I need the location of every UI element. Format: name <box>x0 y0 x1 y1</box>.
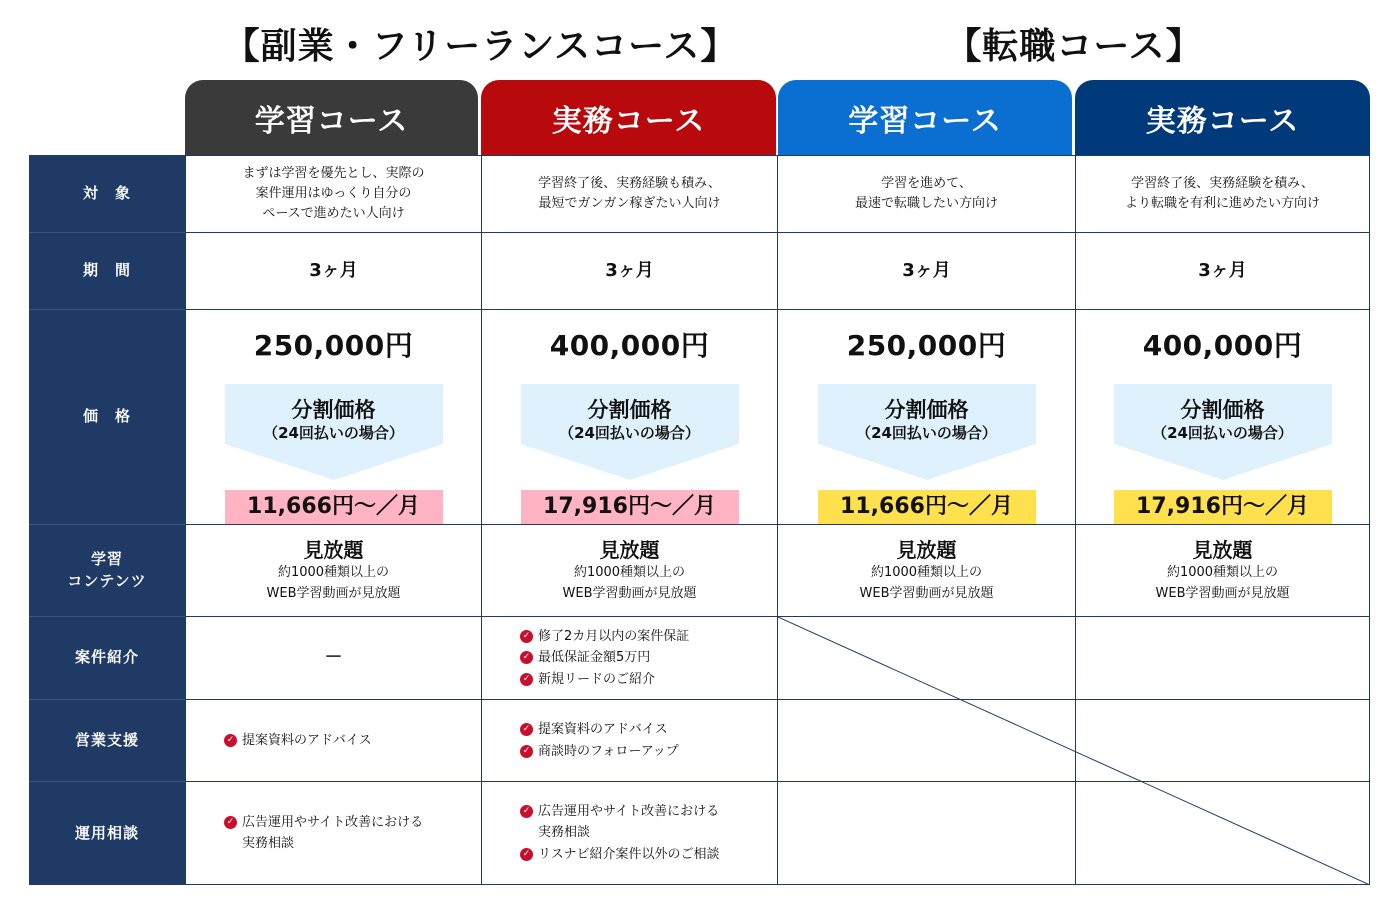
row-label-target: 対 象 <box>29 155 185 232</box>
operation-cell-1 <box>185 781 481 885</box>
course-tab-1: 学習コース <box>185 80 478 156</box>
check-circle-icon: ✓ <box>224 734 237 747</box>
contents-desc: 約1000種類以上の <box>277 564 390 580</box>
list-item: ✓ リスナビ紹介案件以外のご相談 <box>520 844 719 865</box>
not-available-dash: － <box>324 647 343 669</box>
target-text: 最短でガンガン稼ぎたい人向け <box>538 196 721 211</box>
sales-cell-2 <box>481 699 777 781</box>
period-value: 3ヶ月 <box>1198 260 1247 282</box>
split-price-title: 分割価格 <box>1180 398 1265 422</box>
referral-cell-1 <box>185 616 481 699</box>
split-price-note: （24回払いの場合） <box>856 424 997 442</box>
split-price-note: （24回払いの場合） <box>1152 424 1293 442</box>
course-tab-3: 学習コース <box>778 80 1072 156</box>
contents-desc: WEB学習動画が見放題 <box>859 585 994 601</box>
period-value: 3ヶ月 <box>309 260 358 282</box>
price-amount: 250,000円 <box>253 329 414 362</box>
price-cell-2 <box>481 309 777 524</box>
split-price-note: （24回払いの場合） <box>263 424 404 442</box>
list-item: ✓ 提案資料のアドバイス <box>520 719 668 740</box>
list-item: ✓ 修了2カ月以内の案件保証 <box>520 626 689 647</box>
sales-cell-3 <box>777 699 1075 781</box>
course-tab-4: 実務コース <box>1075 80 1370 156</box>
price-amount: 400,000円 <box>549 329 710 362</box>
contents-cell-1 <box>185 524 481 616</box>
operation-cell-3 <box>777 781 1075 885</box>
check-circle-icon: ✓ <box>520 848 533 861</box>
contents-cell-4 <box>1075 524 1370 616</box>
split-price-title: 分割価格 <box>884 398 969 422</box>
contents-desc: 約1000種類以上の <box>870 564 983 580</box>
row-label-period: 期 間 <box>29 232 185 309</box>
check-circle-icon: ✓ <box>520 673 533 686</box>
split-price-callout <box>225 384 443 476</box>
target-text: まずは学習を優先とし、実際の <box>242 165 425 181</box>
target-text: 案件運用はゆっくり自分の <box>255 185 412 201</box>
split-price-note: （24回払いの場合） <box>559 424 700 442</box>
price-cell-4 <box>1075 309 1370 524</box>
contents-title: 見放題 <box>303 537 364 562</box>
period-cell-2 <box>481 232 777 309</box>
referral-cell-3 <box>777 616 1075 699</box>
period-value: 3ヶ月 <box>902 260 951 282</box>
row-label-referral: 案件紹介 <box>29 616 185 699</box>
target-text: 学習終了後、実務経験も積み、 <box>538 175 721 191</box>
period-cell-3 <box>777 232 1075 309</box>
split-price-callout <box>1114 384 1332 476</box>
group-title-fukugyo: 【副業・フリーランスコース】 <box>223 26 738 67</box>
contents-title: 見放題 <box>599 537 660 562</box>
target-text: 学習終了後、実務経験を積み、 <box>1131 175 1314 191</box>
operation-cell-2 <box>481 781 777 885</box>
split-price-title: 分割価格 <box>587 398 672 422</box>
list-item: ✓ 広告運用やサイト改善における 実務相談 <box>520 801 719 844</box>
contents-cell-3 <box>777 524 1075 616</box>
contents-title: 見放題 <box>1192 537 1253 562</box>
contents-title: 見放題 <box>896 537 957 562</box>
monthly-price: 17,916円〜／月 <box>521 490 739 524</box>
monthly-price: 11,666円〜／月 <box>225 490 443 524</box>
check-circle-icon: ✓ <box>520 745 533 758</box>
monthly-price: 17,916円〜／月 <box>1114 490 1332 524</box>
price-amount: 400,000円 <box>1142 329 1303 362</box>
course-tab-2: 実務コース <box>481 80 776 156</box>
row-label-contents <box>29 524 185 616</box>
operation-cell-4 <box>1075 781 1370 885</box>
target-cell-4 <box>1075 155 1370 232</box>
check-circle-icon: ✓ <box>520 651 533 664</box>
target-text: 学習を進めて、 <box>881 175 972 191</box>
period-cell-1 <box>185 232 481 309</box>
list-item: ✓ 提案資料のアドバイス <box>224 730 372 751</box>
row-label-sales: 営業支援 <box>29 699 185 781</box>
target-text: ペースで進めたい人向け <box>262 206 405 222</box>
split-price-callout <box>521 384 739 476</box>
check-circle-icon: ✓ <box>224 816 237 829</box>
row-label-contents-line2: コンテンツ <box>67 571 147 590</box>
target-text: 最速で転職したい方向け <box>854 196 998 211</box>
period-value: 3ヶ月 <box>605 260 654 282</box>
contents-desc: WEB学習動画が見放題 <box>562 585 697 601</box>
check-circle-icon: ✓ <box>520 805 533 818</box>
contents-cell-2 <box>481 524 777 616</box>
target-text: より転職を有利に進めたい方向け <box>1124 196 1320 211</box>
group-title-tenshoku: 【転職コース】 <box>945 26 1203 67</box>
target-cell-2 <box>481 155 777 232</box>
price-amount: 250,000円 <box>846 329 1007 362</box>
list-item: ✓ 最低保証金額5万円 <box>520 647 650 668</box>
list-item: ✓ 広告運用やサイト改善における 実務相談 <box>224 812 423 855</box>
check-circle-icon: ✓ <box>520 723 533 736</box>
monthly-price: 11,666円〜／月 <box>818 490 1036 524</box>
referral-cell-4 <box>1075 616 1370 699</box>
price-cell-1 <box>185 309 481 524</box>
target-cell-1 <box>185 155 481 232</box>
contents-desc: 約1000種類以上の <box>1166 564 1279 580</box>
split-price-title: 分割価格 <box>291 398 376 422</box>
contents-desc: WEB学習動画が見放題 <box>266 585 401 601</box>
referral-cell-2 <box>481 616 777 699</box>
sales-cell-1 <box>185 699 481 781</box>
comparison-table <box>29 155 1370 885</box>
list-item: ✓ 商談時のフォローアップ <box>520 741 679 762</box>
contents-desc: WEB学習動画が見放題 <box>1155 585 1290 601</box>
contents-desc: 約1000種類以上の <box>573 564 686 580</box>
target-cell-3 <box>777 155 1075 232</box>
sales-cell-4 <box>1075 699 1370 781</box>
period-cell-4 <box>1075 232 1370 309</box>
list-item: ✓ 新規リードのご紹介 <box>520 669 655 690</box>
row-label-price: 価 格 <box>29 309 185 524</box>
row-label-operation: 運用相談 <box>29 781 185 885</box>
row-label-contents-line1: 学習 <box>90 549 123 568</box>
check-circle-icon: ✓ <box>520 630 533 643</box>
price-cell-3 <box>777 309 1075 524</box>
split-price-callout <box>818 384 1036 476</box>
